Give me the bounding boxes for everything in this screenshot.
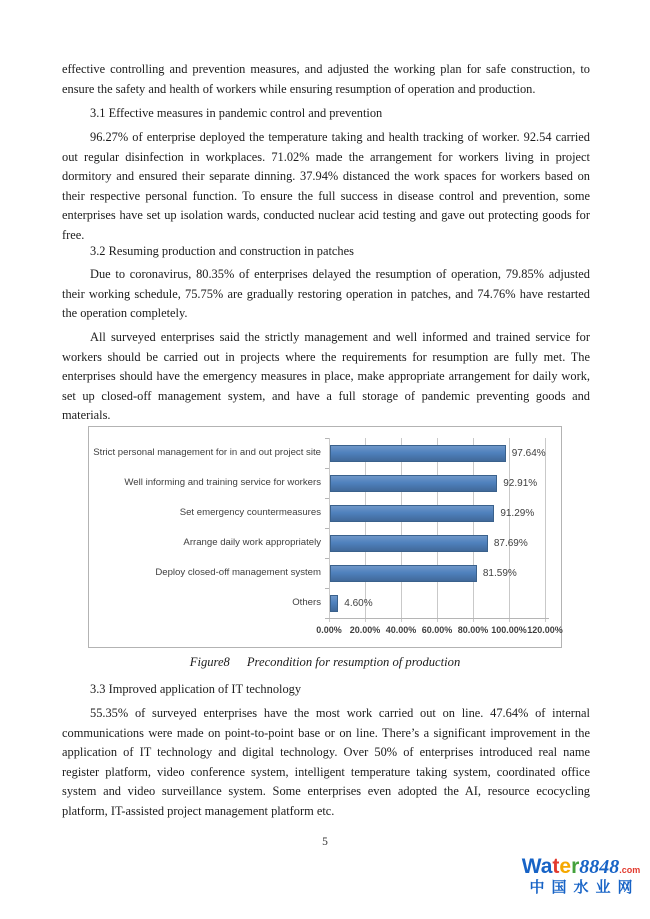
chart-y-axis-tick [325, 498, 329, 499]
watermark-brand-letter: r [571, 855, 580, 878]
chart-bar [330, 565, 477, 582]
chart-category-label: Set emergency countermeasures [179, 507, 321, 519]
body-paragraph-3-2-a: Due to coronavirus, 80.35% of enterprises delayed the resumption of operation, 79.85% adjusted their working schedule, 75.75% are gradually restoring operation in patches, and 74.76% have restarted the operation completely. [62, 267, 590, 320]
figure-caption [0, 655, 650, 670]
chart-y-axis-tick [325, 558, 329, 559]
chart-bar [330, 505, 494, 522]
chart-bar-value-label: 91.29% [500, 507, 535, 519]
chart-x-tick-label: 80.00% [457, 625, 489, 635]
watermark-brand-number: 8848 [579, 856, 620, 878]
chart-bar [330, 475, 497, 492]
watermark-brand-word [522, 855, 580, 878]
chart-category-label: Well informing and training service for workers [124, 477, 321, 489]
chart-category-label: Arrange daily work appropriately [183, 537, 321, 549]
chart-x-tick-label: 60.00% [421, 625, 453, 635]
chart-x-tick-label: 20.00% [349, 625, 381, 635]
chart-bar-value-label: 4.60% [344, 597, 373, 609]
section-heading-3-3: 3.3 Improved application of IT technology [90, 682, 302, 696]
watermark-brand [518, 856, 644, 877]
bar-chart [88, 426, 562, 648]
chart-bar-value-label: 87.69% [493, 537, 528, 549]
chart-x-axis [325, 618, 549, 619]
chart-y-axis-tick [325, 528, 329, 529]
figure-caption-text: Precondition for resumption of production [246, 655, 461, 669]
figure-caption-label: Figure8 [189, 655, 230, 669]
watermark-brand-letter: t [552, 855, 560, 878]
chart-gridline [437, 438, 438, 622]
chart-x-tick-label: 120.00% [527, 625, 563, 635]
watermark-brand-suffix: .com [619, 865, 641, 875]
chart-x-tick-label: 0.00% [316, 625, 342, 635]
body-paragraph-3-3: 55.35% of surveyed enterprises have the most work carried out on line. 47.64% of internal communications were made on point-to-point base or on line. There’s a significant improvement in the application of IT technology and digital technology. Over 50% of enterprises introduced real name register platform, video conference system, intelligent temperature taking system, coordinated office system and video surveillance system. Some enterprises even adopted the AI, resource ecocycling platform, IT-assisted project management platform etc. [62, 706, 590, 818]
chart-bar [330, 445, 506, 462]
watermark-brand-letter: Wa [521, 855, 553, 878]
chart-category-label: Strict personal management for in and out project site [93, 447, 321, 459]
chart-bar-value-label: 81.59% [482, 567, 517, 579]
watermark-logo [518, 856, 644, 895]
chart-bar-value-label: 97.64% [511, 447, 546, 459]
section-heading-3-2: 3.2 Resuming production and construction in patches [90, 244, 354, 258]
chart-y-axis-tick [325, 618, 329, 619]
chart-y-axis-tick [325, 468, 329, 469]
chart-bar [330, 595, 338, 612]
chart-y-axis-tick [325, 588, 329, 589]
chart-gridline [401, 438, 402, 622]
page-number: 5 [322, 836, 328, 848]
chart-category-label: Deploy closed-off management system [155, 567, 321, 579]
chart-gridline [473, 438, 474, 622]
chart-category-label: Others [292, 597, 321, 609]
chart-x-tick-label: 100.00% [491, 625, 527, 635]
chart-bar-value-label: 92.91% [503, 477, 538, 489]
chart-y-axis-tick [325, 438, 329, 439]
chart-x-tick-label: 40.00% [385, 625, 417, 635]
watermark-brand-letter: e [559, 855, 572, 878]
section-heading-3-1: 3.1 Effective measures in pandemic control and prevention [90, 106, 383, 120]
body-paragraph-3-1: 96.27% of enterprise deployed the temperature taking and health tracking of worker. 92.54 carried out regular disinfection in workplaces. 71.02% made the arrangement for workers living in project dormitory and ensured their separate dinning. 37.94% distanced the work spaces for workers based on their respective personal function. To ensure the full success in disease control and prevention, some enterprises have set up isolation wards, conducted nuclear acid testing and gave out protecting goods for free. [62, 130, 590, 242]
chart-bar [330, 535, 488, 552]
body-paragraph-intro: effective controlling and prevention measures, and adjusted the working plan for safe construction, to ensure the safety and health of workers while ensuring resumption of operation and production. [62, 62, 590, 96]
body-paragraph-3-2-b: All surveyed enterprises said the strictly management and well informed and trained service for workers should be carried out in projects where the requirements for resumption are fully met. The enterprises should have the emergency measures in place, make appropriate arrangement for daily work, set up closed-off management system, and have a full storage of pandemic preventing goods and materials. [62, 330, 590, 422]
watermark-subtitle: 中国水业网 [529, 879, 640, 896]
